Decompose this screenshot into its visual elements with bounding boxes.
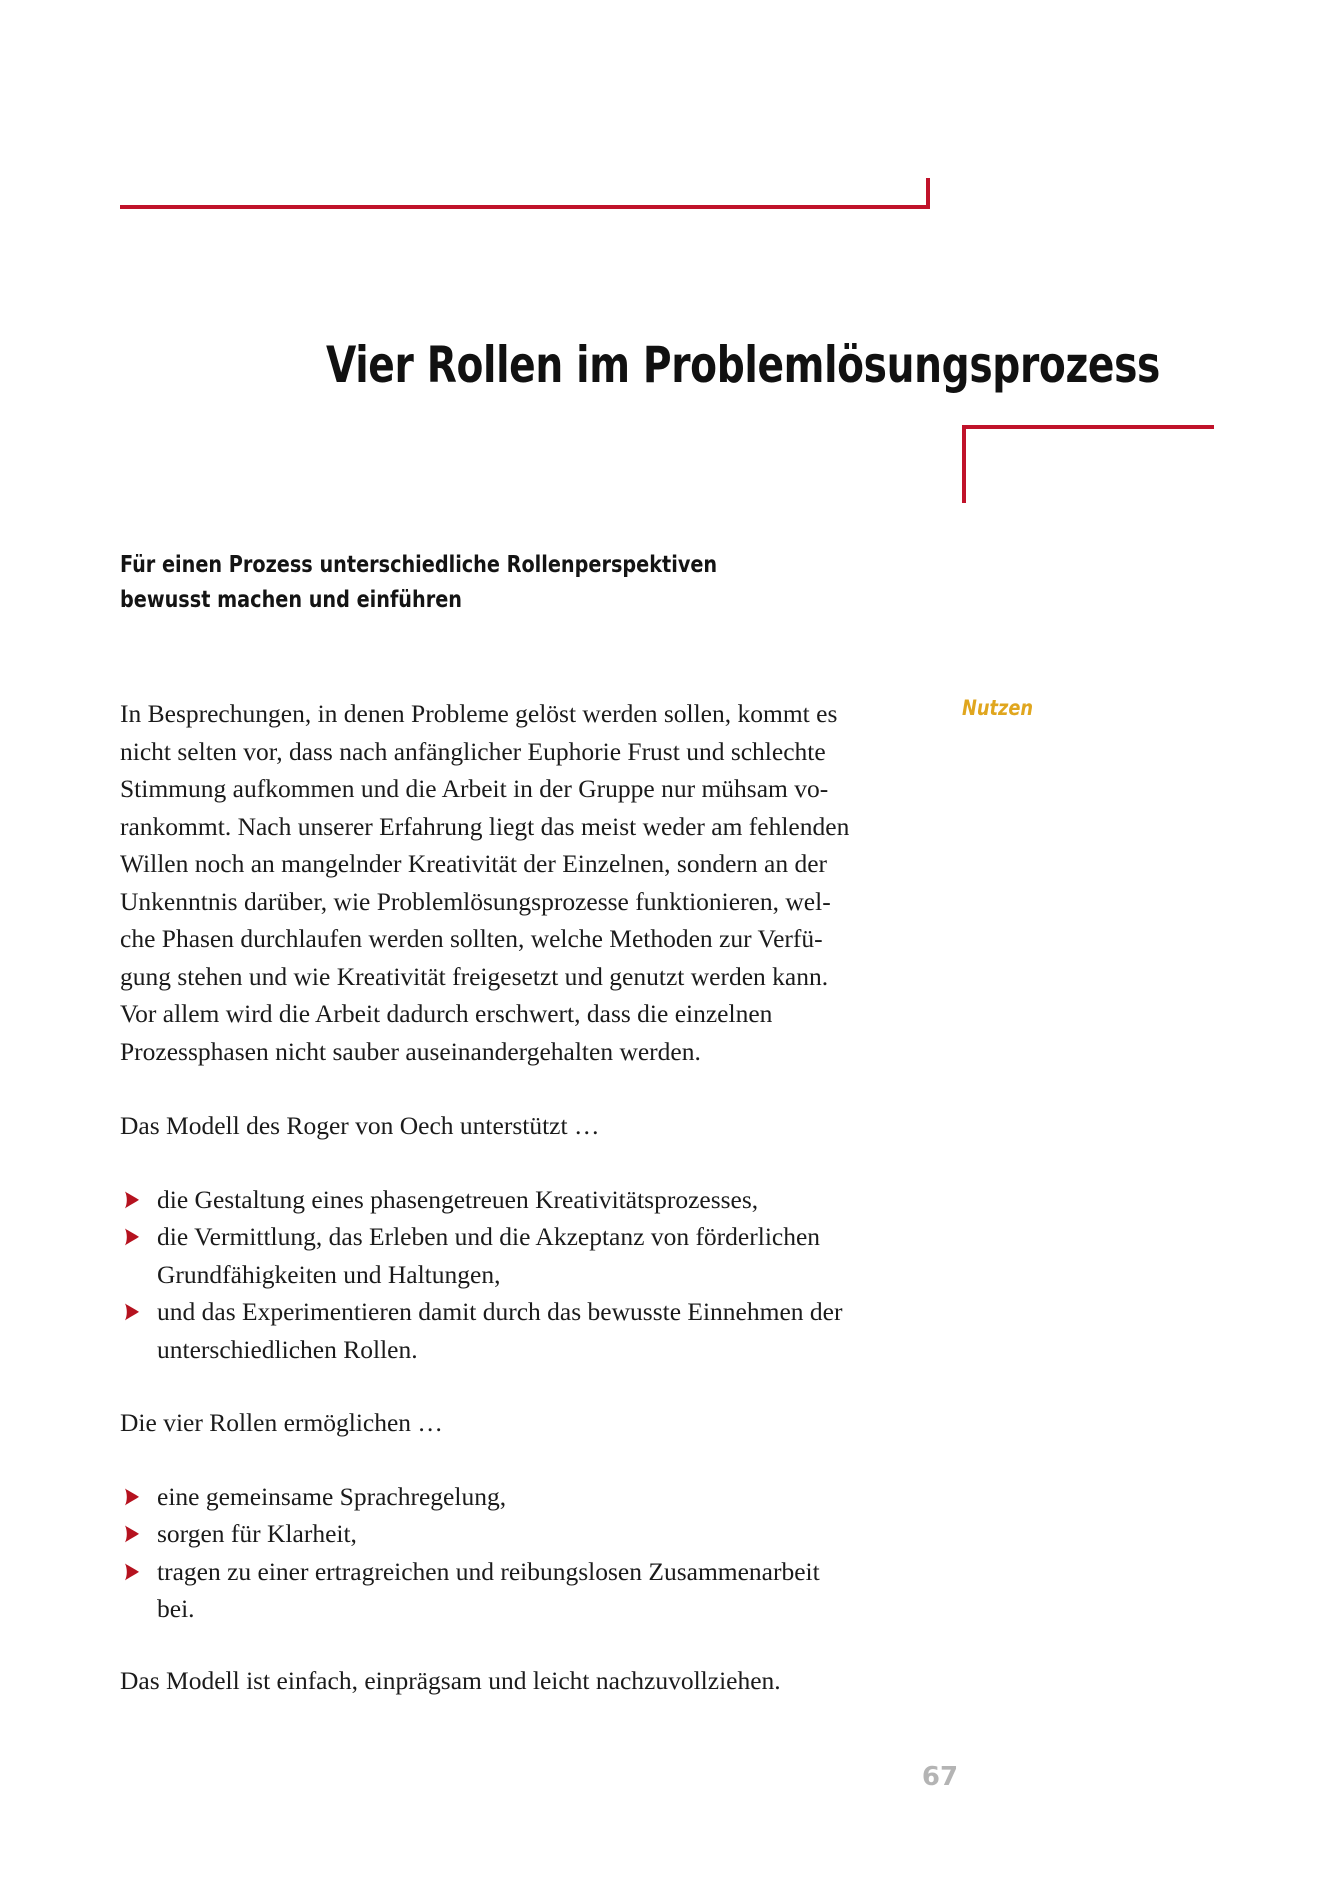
spacer (120, 1368, 930, 1404)
bullet-list-two (120, 1478, 930, 1628)
arrowhead-bullet-icon (122, 1524, 142, 1544)
subheading-line-2: bewusst machen und einführen (120, 587, 462, 613)
top-rule-tick-icon (926, 178, 930, 209)
spacer (120, 1070, 930, 1107)
list-item-line: die Gestaltung eines phasengetreuen Kreativitätsprozesses, (157, 1184, 759, 1214)
list-item-line: sorgen für Klarheit, (157, 1519, 357, 1548)
paragraph-line: Die vier Rollen ermöglichen … (120, 1408, 443, 1437)
paragraph-closing (120, 1662, 930, 1700)
bullet-list-one (120, 1181, 930, 1369)
paragraph-line: Willen noch an mangelnder Kreativität der Einzelnen, sondern an der (120, 849, 828, 878)
list-item (120, 1515, 930, 1553)
page-title: Vier Rollen im Problemlösungsprozess (326, 335, 1160, 394)
paragraph-line: Unkenntnis darüber, wie Problemlösungsprozesse funktionieren, wel- (120, 886, 831, 916)
list-item-line: tragen zu einer ertragreichen und reibungslosen Zusammenarbeit (157, 1556, 820, 1586)
list-item (120, 1478, 930, 1516)
corner-bracket-vertical (962, 425, 966, 503)
spacer (120, 1628, 930, 1662)
arrowhead-bullet-icon (122, 1227, 142, 1247)
list-item (120, 1553, 930, 1628)
arrowhead-bullet-icon (122, 1190, 142, 1210)
arrowhead-bullet-icon (122, 1302, 142, 1322)
paragraph-line: Stimmung aufkommen und die Arbeit in der Gruppe nur mühsam vo- (120, 774, 829, 803)
paragraph-line: Vor allem wird die Arbeit dadurch erschwert, dass die einzelnen (120, 999, 773, 1028)
list-item (120, 1181, 930, 1219)
arrowhead-bullet-icon (122, 1562, 142, 1582)
top-rule-horizontal (120, 205, 930, 209)
list-item-line: die Vermittlung, das Erleben und die Akzeptanz von förderlichen (157, 1222, 821, 1251)
paragraph-line: nicht selten vor, dass nach anfänglicher Euphorie Frust und schlechte (120, 736, 826, 766)
paragraph-intro (120, 695, 930, 1070)
list-item-line: und das Experimentieren damit durch das bewusste Einnehmen der (157, 1297, 843, 1326)
paragraph-line: Prozessphasen nicht sauber auseinandergehalten werden. (120, 1036, 701, 1066)
list-item-line: unterschiedlichen Rollen. (157, 1334, 418, 1364)
paragraph-line: rankommt. Nach unserer Erfahrung liegt das meist weder am fehlenden (120, 811, 850, 841)
subheading (120, 548, 827, 618)
paragraph-line: che Phasen durchlaufen werden sollten, welche Methoden zur Verfü- (120, 924, 823, 953)
lead-in-vier-rollen (120, 1404, 930, 1442)
body-column (120, 695, 930, 1699)
list-item (120, 1218, 930, 1293)
list-item (120, 1293, 930, 1368)
spacer (120, 1442, 930, 1478)
list-item-line: bei. (157, 1594, 195, 1623)
corner-bracket-horizontal (962, 425, 1214, 429)
list-item-line: Grundfähigkeiten und Haltungen, (157, 1259, 501, 1289)
margin-note-nutzen: Nutzen (962, 696, 1034, 720)
paragraph-line: In Besprechungen, in denen Probleme gelöst werden sollen, kommt es (120, 699, 838, 728)
spacer (120, 1145, 930, 1181)
paragraph-line: Das Modell ist einfach, einprägsam und leicht nachzuvollziehen. (120, 1665, 781, 1695)
paragraph-line: gung stehen und wie Kreativität freigesetzt und genutzt werden kann. (120, 961, 829, 991)
subheading-line-1: Für einen Prozess unterschiedliche Rollenperspektiven (120, 552, 718, 578)
list-item-line: eine gemeinsame Sprachregelung, (157, 1481, 507, 1511)
paragraph-line: Das Modell des Roger von Oech unterstützt … (120, 1111, 600, 1140)
arrowhead-bullet-icon (122, 1487, 142, 1507)
lead-in-roger-von-oech (120, 1107, 930, 1145)
page-number: 67 (921, 1762, 959, 1792)
